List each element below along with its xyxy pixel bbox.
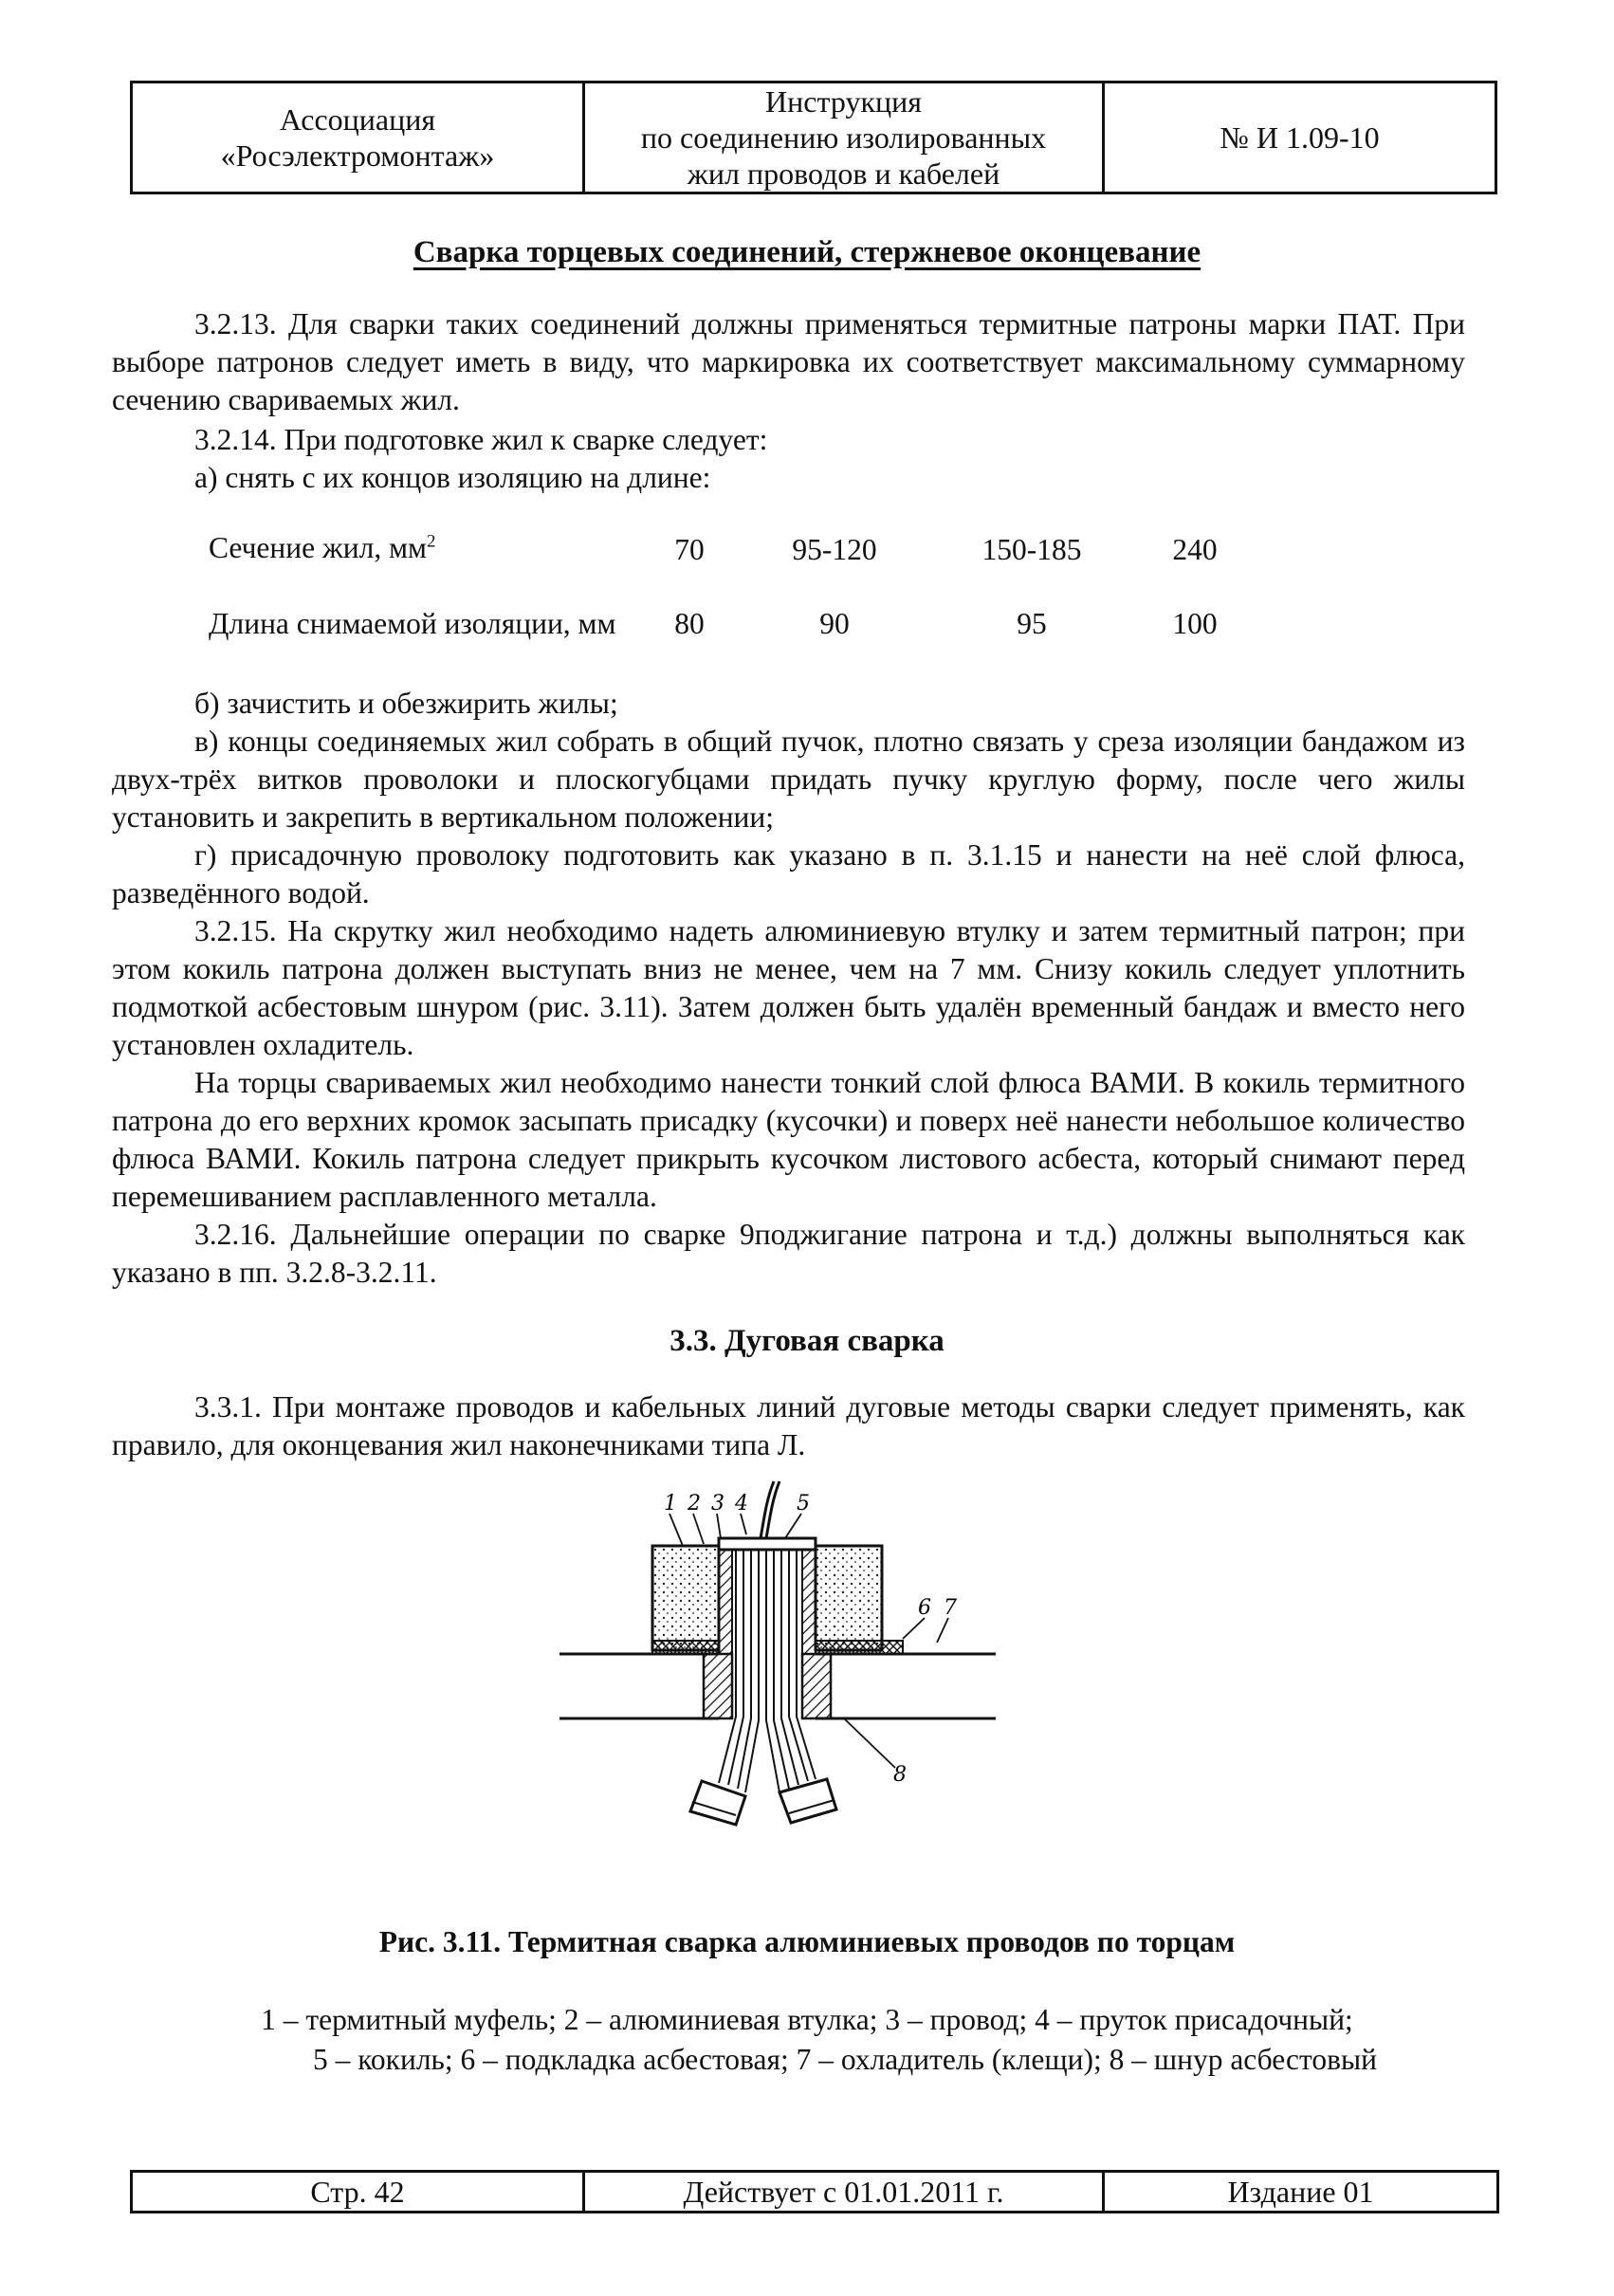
footer-table <box>130 2170 1499 2213</box>
header-doc-number-cell <box>1105 83 1495 192</box>
table-cell: 90 <box>819 607 850 640</box>
item-v: в) концы соединяемых жил собрать в общий пучок, плотно связать у среза изоляции бандажом из двух-трёх витков проволоки и плоскогубцами придать пучку круглую форму, после чего жилы установить и закрепить в вертикальном положении; <box>112 725 1465 834</box>
figure-label-8: 8 <box>893 1763 907 1787</box>
table-cell: 240 <box>1172 533 1218 566</box>
section-title-welding: Сварка торцевых соединений, стержневое оконцевание <box>413 235 1201 269</box>
paragraph-3-2-14: 3.2.14. При подготовке жил к сварке следует: <box>194 423 768 456</box>
doc-title-line-1: Инструкция <box>765 84 922 119</box>
footer-page-number: Стр. 42 <box>133 2173 585 2211</box>
org-line-1: Ассоциация <box>279 102 436 137</box>
figure-legend-line-1: 1 – термитный муфель; 2 – алюминиевая втулка; 3 – провод; 4 – пруток присадочный; <box>261 2003 1353 2036</box>
header-table <box>130 81 1497 194</box>
figure-legend-line-2: 5 – кокиль; 6 – подкладка асбестовая; 7 – охладитель (клещи); 8 – шнур асбестовый <box>312 2043 1378 2076</box>
figure-label-5: 5 <box>797 1492 810 1515</box>
paragraph-3-2-13: 3.2.13. Для сварки таких соединений должны применяться термитные патроны марки ПАТ. При выборе патронов следует иметь в виду, что маркировка их соответствует максимальному суммарному сечению свариваемых жил. <box>112 307 1465 416</box>
table-row-label-length: Длина снимаемой изоляции, мм <box>209 607 616 640</box>
paragraph-3-2-16: 3.2.16. Дальнейшие операции по сварке 9поджигание патрона и т.д.) должны выполняться как указано в пп. 3.2.8-3.2.11. <box>112 1218 1465 1289</box>
table-row-label-section: Сечение жил, $мм^2$ <box>209 531 436 564</box>
paragraph-3-3-1: 3.3.1. При монтаже проводов и кабельных линий дуговые методы сварки следует применять, как правило, для оконцевания жил наконечниками типа Л. <box>112 1390 1465 1461</box>
item-b: б) зачистить и обезжирить жилы; <box>194 687 618 720</box>
footer-valid-from: Действует с 01.01.2011 г. <box>585 2173 1105 2211</box>
figure-label-6: 6 <box>918 1596 931 1620</box>
doc-title-line-3: жил проводов и кабелей <box>687 156 1000 191</box>
footer-edition: Издание 01 <box>1227 2175 1374 2209</box>
table-cell: 80 <box>674 607 705 640</box>
figure-label-1: 1 <box>664 1492 677 1515</box>
item-g: г) присадочную проволоку подготовить как указано в п. 3.1.15 и нанести на неё слой флюса, разведённого водой. <box>112 838 1465 909</box>
figure-caption: Рис. 3.11. Термитная сварка алюминиевых проводов по торцам <box>378 1925 1236 1958</box>
header-doc-title-cell <box>585 83 1105 192</box>
org-line-2: «Росэлектромонтаж» <box>220 138 495 173</box>
table-cell: 70 <box>674 533 705 566</box>
section-title-arc-welding: 3.3. Дуговая сварка <box>669 1324 945 1358</box>
paragraph-3-2-15: 3.2.15. На скрутку жил необходимо надеть алюминиевую втулку и затем термитный патрон; при этом кокиль патрона должен выступать вниз не менее, чем на 7 мм. Снизу кокиль следует уплотнить подмоткой асбестовым шнуром (рис. 3.11). Затем должен быть удалён временный бандаж и вместо него установлен охладитель. <box>112 914 1465 1061</box>
figure-label-2: 2 <box>688 1492 701 1515</box>
table-cell: 95-120 <box>792 533 877 566</box>
table-cell: 95 <box>1017 607 1047 640</box>
doc-title-line-2: по соединению изолированных <box>640 120 1047 155</box>
figure-label-4: 4 <box>735 1492 748 1515</box>
figure-label-3: 3 <box>711 1492 724 1515</box>
header-org-cell <box>133 83 585 192</box>
table-cell: 150-185 <box>981 533 1082 566</box>
doc-number: № И 1.09-10 <box>1220 120 1380 155</box>
item-a: а) снять с их концов изоляцию на длине: <box>194 461 711 494</box>
table-cell: 100 <box>1172 607 1218 640</box>
paragraph-torcy: На торцы свариваемых жил необходимо нанести тонкий слой флюса ВАМИ. В кокиль термитного патрона до его верхних кромок засыпать присадку (кусочки) и поверх неё нанести небольшое количество флюса ВАМИ. Кокиль патрона следует прикрыть кусочком листового асбеста, который снимают перед перемешиванием расплавленного металла. <box>112 1066 1465 1213</box>
thermite-welding-figure <box>559 1479 996 1878</box>
figure-label-7: 7 <box>944 1596 957 1620</box>
